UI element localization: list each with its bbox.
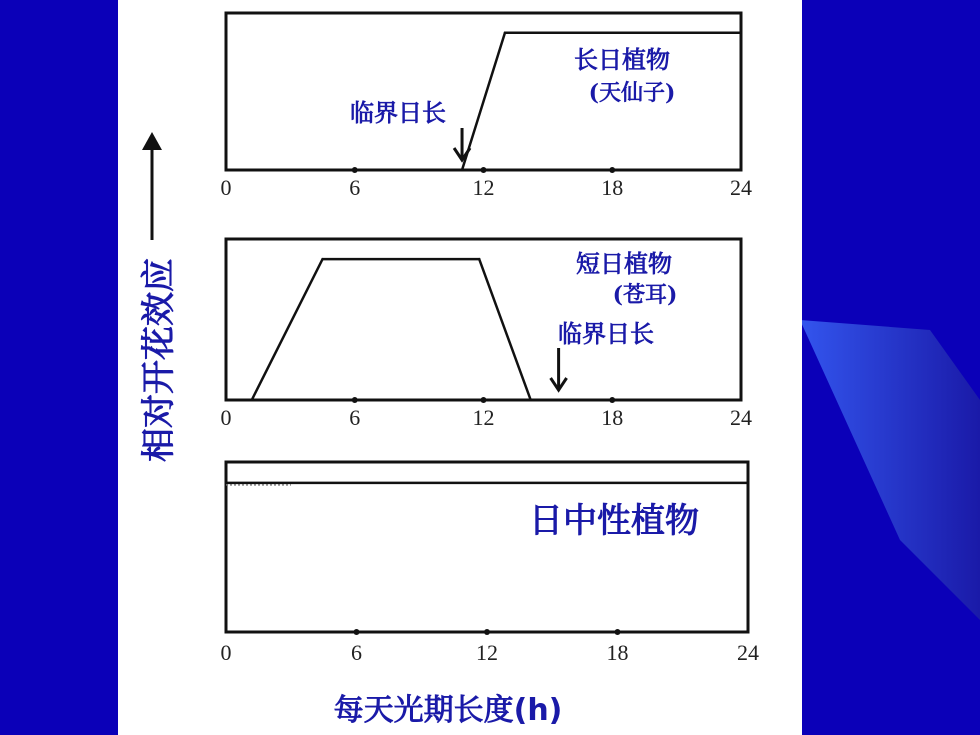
data-point (504, 32, 506, 34)
x-tick (615, 629, 621, 635)
panel-subtitle: (天仙子) (588, 80, 676, 106)
critical-daylength-arrow (551, 348, 567, 390)
x-tick-label: 6 (349, 405, 361, 430)
x-tick (354, 629, 360, 635)
x-tick-label: 12 (472, 405, 495, 430)
panel-2 (221, 239, 753, 430)
x-tick-label: 24 (737, 640, 759, 665)
panel-title: 日中性植物 (529, 501, 699, 541)
data-point (478, 258, 480, 260)
x-tick-label: 6 (349, 175, 361, 200)
panel-subtitle: (苍耳) (612, 282, 678, 308)
x-tick-label: 18 (601, 175, 624, 200)
critical-daylength-label: 临界日长 (350, 99, 446, 127)
data-point (747, 482, 749, 484)
x-tick-label: 24 (730, 405, 752, 430)
x-tick (609, 397, 615, 403)
x-tick (481, 167, 487, 173)
data-point (461, 169, 463, 171)
x-tick-label: 18 (601, 405, 624, 430)
x-tick (484, 629, 490, 635)
series-line (252, 259, 531, 400)
x-tick (609, 167, 615, 173)
x-axis-label: 每天光期长度(h) (333, 693, 563, 728)
x-tick-label: 0 (220, 405, 232, 430)
panel-3 (221, 462, 760, 665)
panel-title: 短日植物 (576, 250, 672, 278)
x-tick-label: 18 (606, 640, 629, 665)
data-point (225, 482, 227, 484)
y-axis-arrow (142, 132, 162, 240)
x-tick-label: 6 (351, 640, 362, 665)
x-tick-label: 24 (730, 175, 752, 200)
critical-daylength-label: 临界日长 (558, 320, 654, 348)
data-point (251, 399, 253, 401)
panel-frame (226, 462, 748, 632)
data-point (740, 32, 742, 34)
y-axis-label: 相对开花效应 (139, 258, 179, 462)
data-point (530, 399, 532, 401)
x-tick-label: 0 (220, 175, 232, 200)
panel-1 (221, 13, 753, 200)
x-tick-label: 12 (476, 640, 498, 665)
x-tick-label: 12 (472, 175, 495, 200)
data-point (225, 169, 227, 171)
x-tick-label: 0 (220, 640, 232, 665)
data-point (321, 258, 323, 260)
x-tick (481, 397, 487, 403)
x-tick (352, 397, 358, 403)
panel-title: 长日植物 (574, 46, 670, 74)
